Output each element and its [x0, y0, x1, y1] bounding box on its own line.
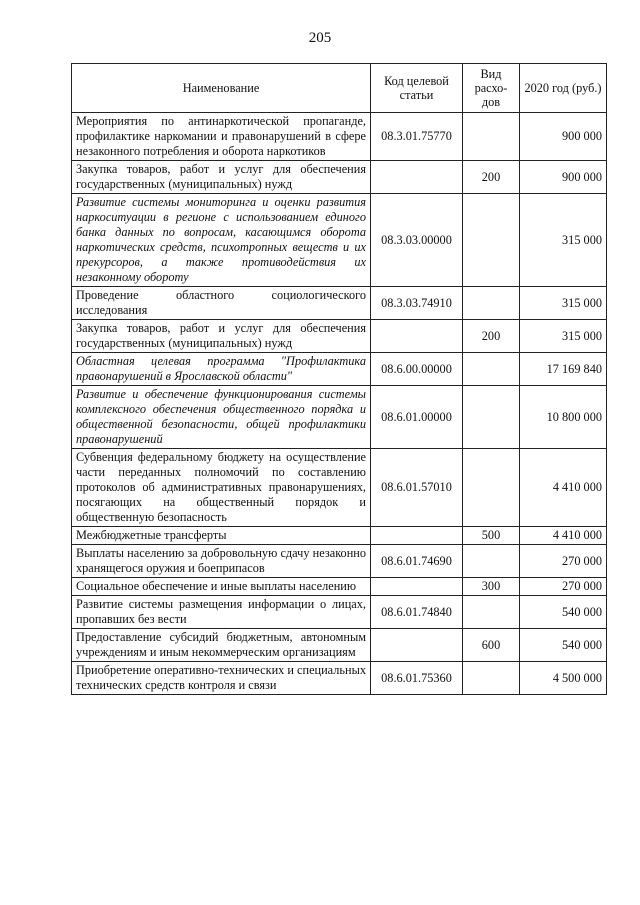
table-row	[72, 545, 607, 578]
row-amount-cell: 540 000	[520, 596, 607, 629]
row-code-cell	[371, 161, 463, 194]
row-name-cell: Мероприятия по антинаркотической пропаганде, профилактике наркомании и правонарушений в сфере незаконного потребления и оборота наркотиков	[72, 113, 371, 161]
row-type-cell	[463, 596, 520, 629]
row-code-cell	[371, 320, 463, 353]
table-row	[72, 194, 607, 287]
table-row	[72, 629, 607, 662]
row-type-cell: 300	[463, 578, 520, 596]
row-name-cell: Областная целевая программа "Профилактика правонарушений в Ярославской области"	[72, 353, 371, 386]
table-body	[72, 113, 607, 695]
row-amount-cell: 17 169 840	[520, 353, 607, 386]
budget-table	[71, 63, 607, 695]
row-name-cell: Предоставление субсидий бюджетным, автономным учреждениям и иным некоммерческим организациям	[72, 629, 371, 662]
row-amount-cell: 315 000	[520, 320, 607, 353]
row-code-cell: 08.3.03.00000	[371, 194, 463, 287]
table-row	[72, 353, 607, 386]
row-code-cell: 08.6.01.74690	[371, 545, 463, 578]
table-header-row	[72, 64, 607, 113]
row-type-cell	[463, 194, 520, 287]
row-amount-cell: 900 000	[520, 161, 607, 194]
row-code-cell	[371, 629, 463, 662]
row-name-cell: Социальное обеспечение и иные выплаты населению	[72, 578, 371, 596]
header-type: Вид расхо-дов	[463, 64, 520, 113]
row-type-cell	[463, 386, 520, 449]
row-code-cell: 08.6.01.74840	[371, 596, 463, 629]
row-name-cell: Закупка товаров, работ и услуг для обеспечения государственных (муниципальных) нужд	[72, 161, 371, 194]
row-type-cell: 600	[463, 629, 520, 662]
row-amount-cell: 900 000	[520, 113, 607, 161]
row-amount-cell: 4 410 000	[520, 449, 607, 527]
row-type-cell	[463, 662, 520, 695]
row-code-cell	[371, 578, 463, 596]
row-amount-cell: 315 000	[520, 194, 607, 287]
row-amount-cell: 540 000	[520, 629, 607, 662]
table-row	[72, 113, 607, 161]
table-row	[72, 578, 607, 596]
row-name-cell: Развитие и обеспечение функционирования системы комплексного обеспечения общественного порядка и общественной безопасности, общей профилактики правонарушений	[72, 386, 371, 449]
table-row	[72, 449, 607, 527]
row-type-cell: 500	[463, 527, 520, 545]
row-name-cell: Приобретение оперативно-технических и специальных технических средств контроля и связи	[72, 662, 371, 695]
table-row	[72, 662, 607, 695]
header-code: Код целевой статьи	[371, 64, 463, 113]
row-amount-cell: 315 000	[520, 287, 607, 320]
row-code-cell: 08.6.01.00000	[371, 386, 463, 449]
row-code-cell: 08.3.03.74910	[371, 287, 463, 320]
header-amount: 2020 год (руб.)	[520, 64, 607, 113]
row-name-cell: Развитие системы размещения информации о лицах, пропавших без вести	[72, 596, 371, 629]
row-type-cell	[463, 113, 520, 161]
row-type-cell	[463, 449, 520, 527]
row-amount-cell: 4 500 000	[520, 662, 607, 695]
row-name-cell: Проведение областного социологического исследования	[72, 287, 371, 320]
table-row	[72, 527, 607, 545]
row-name-cell: Субвенция федеральному бюджету на осуществление части переданных полномочий по составлению протоколов об административных правонарушениях, посягающих на общественный порядок и общественную безопасность	[72, 449, 371, 527]
row-code-cell	[371, 527, 463, 545]
row-code-cell: 08.6.01.57010	[371, 449, 463, 527]
row-type-cell: 200	[463, 320, 520, 353]
row-name-cell: Развитие системы мониторинга и оценки развития наркоситуации в регионе с использованием единого банка данных по вопросам, касающимся оборота наркотических средств, психотропных веществ и их прекурсоров, а также противодействия их незаконному обороту	[72, 194, 371, 287]
row-amount-cell: 270 000	[520, 545, 607, 578]
row-name-cell: Межбюджетные трансферты	[72, 527, 371, 545]
page-number: 205	[308, 30, 332, 46]
row-name-cell: Закупка товаров, работ и услуг для обеспечения государственных (муниципальных) нужд	[72, 320, 371, 353]
row-type-cell	[463, 287, 520, 320]
header-name: Наименование	[72, 64, 371, 113]
row-type-cell: 200	[463, 161, 520, 194]
row-code-cell: 08.6.00.00000	[371, 353, 463, 386]
row-amount-cell: 10 800 000	[520, 386, 607, 449]
table-row	[72, 320, 607, 353]
table-row	[72, 287, 607, 320]
table-row	[72, 386, 607, 449]
row-type-cell	[463, 545, 520, 578]
row-code-cell: 08.6.01.75360	[371, 662, 463, 695]
row-code-cell: 08.3.01.75770	[371, 113, 463, 161]
row-amount-cell: 4 410 000	[520, 527, 607, 545]
row-amount-cell: 270 000	[520, 578, 607, 596]
row-type-cell	[463, 353, 520, 386]
row-name-cell: Выплаты населению за добровольную сдачу незаконно хранящегося оружия и боеприпасов	[72, 545, 371, 578]
table-row	[72, 161, 607, 194]
table-row	[72, 596, 607, 629]
